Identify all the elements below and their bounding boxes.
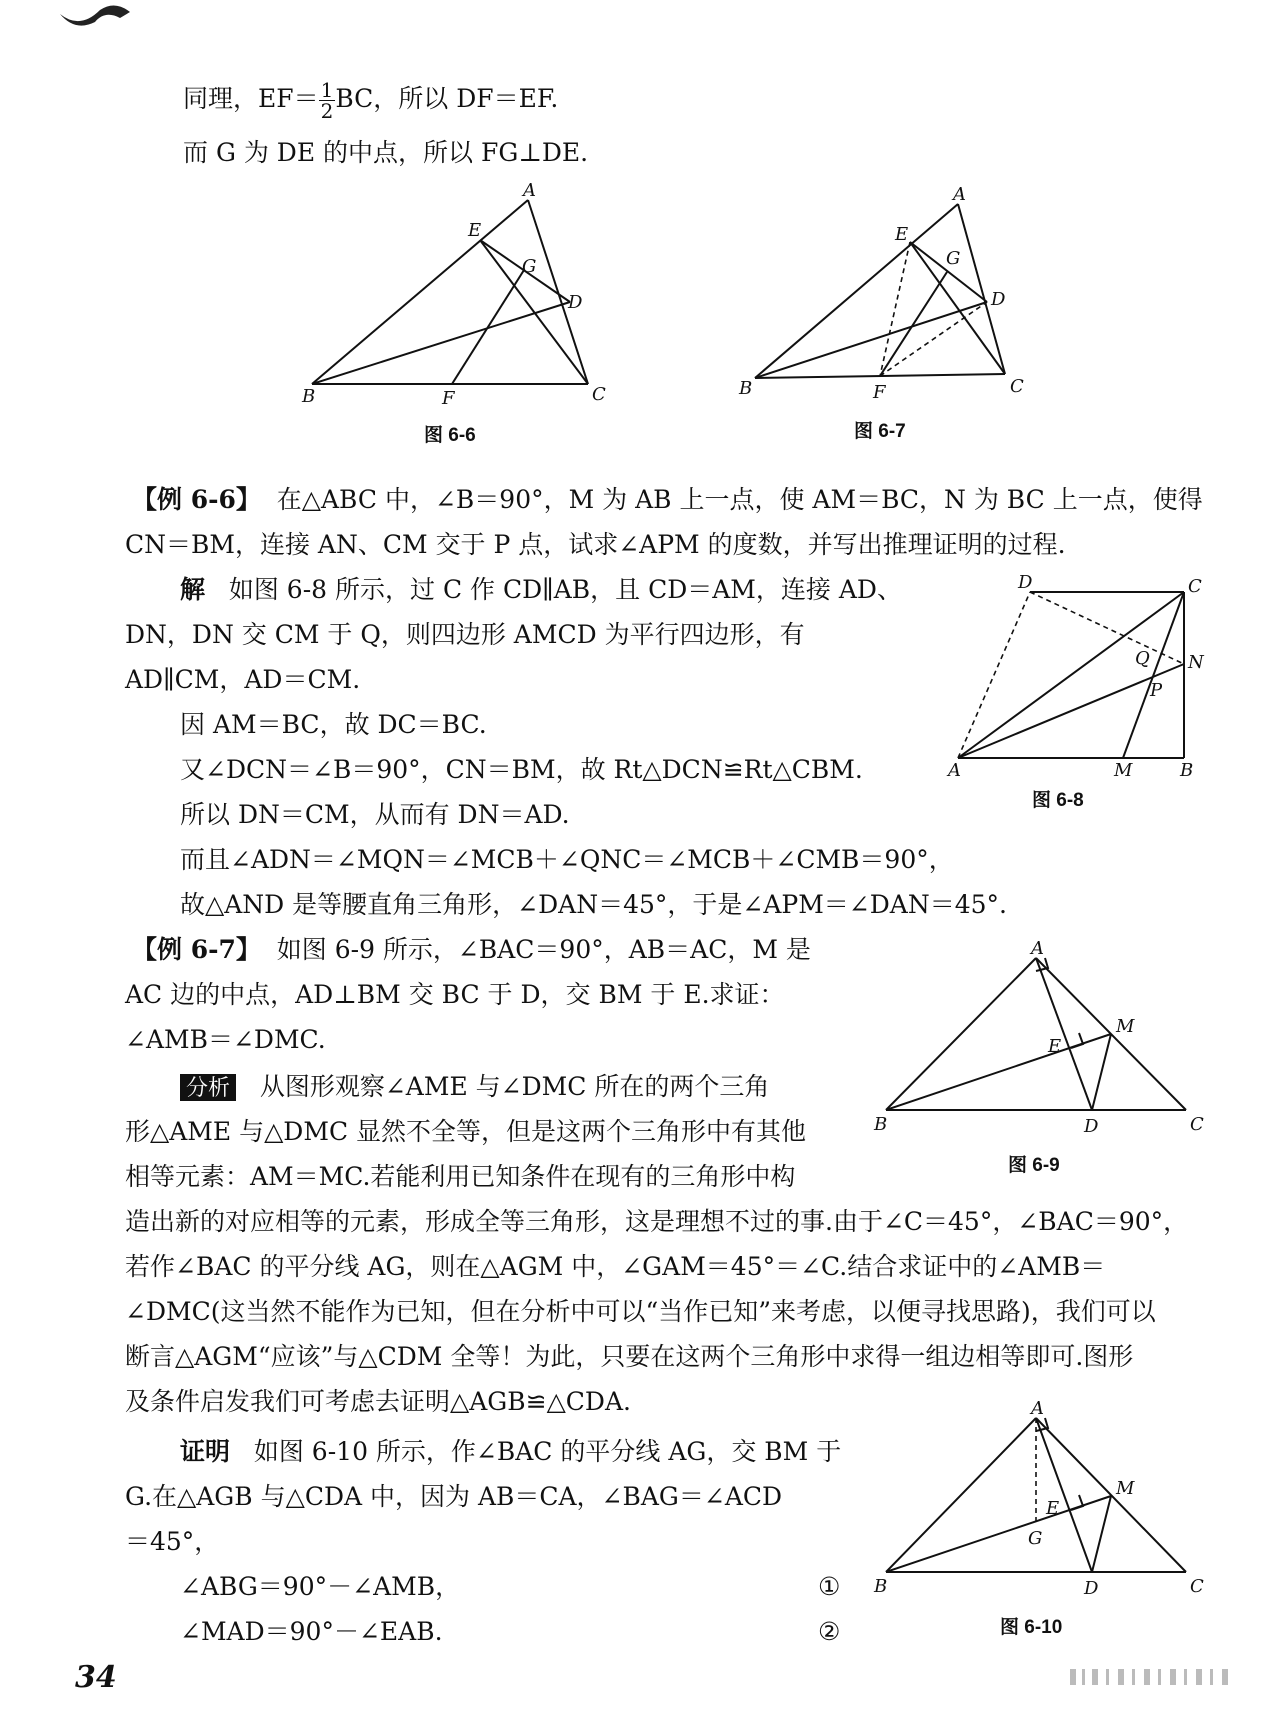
solution-line-4: 因 AM＝BC，故 DC＝BC. [180, 710, 487, 739]
label-M: M [1116, 1478, 1135, 1499]
analysis-line-7: 断言△AGM“应该”与△CDM 全等！为此，只要在这两个三角形中求得一组边相等即可.图形 [125, 1342, 1134, 1371]
figure-6-6 [300, 180, 620, 420]
label-A: A [948, 760, 961, 781]
label-D: D [1018, 572, 1033, 593]
example-6-7-line-1: 【例 6-7】 如图 6-9 所示，∠BAC＝90°，AB＝AC，M 是 [132, 935, 811, 964]
label-F: F [873, 382, 886, 403]
label-C: C [1190, 1576, 1204, 1597]
label-A: A [953, 184, 966, 205]
header-ornament-icon [60, 0, 150, 30]
proof-line-4: ∠ABG＝90°－∠AMB， [180, 1572, 461, 1601]
analysis-line-6: ∠DMC(这当然不能作为已知，但在分析中可以“当作已知”来考虑，以便寻找思路)，我们可以 [125, 1297, 1156, 1326]
solution-line-2: DN，DN 交 CM 于 Q，则四边形 AMCD 为平行四边形，有 [125, 620, 805, 649]
figure-6-10 [870, 1400, 1210, 1600]
label-D: D [1084, 1578, 1099, 1599]
text-line-2: 而 G 为 DE 的中点，所以 FG⊥DE. [183, 138, 589, 167]
label-E: E [1046, 1498, 1060, 1519]
caption-fig-6-9: 图 6-9 [1008, 1155, 1060, 1176]
label-M: M [1116, 1016, 1135, 1037]
caption-fig-6-7: 图 6-7 [854, 421, 906, 442]
label-G: G [522, 256, 537, 277]
proof-line-5: ∠MAD＝90°－∠EAB. [180, 1617, 443, 1646]
analysis-line-3: 相等元素：AM＝MC.若能利用已知条件在现有的三角形中构 [125, 1162, 796, 1191]
label-E: E [1048, 1036, 1062, 1057]
caption-fig-6-6: 图 6-6 [424, 425, 476, 446]
label-E: E [468, 220, 482, 241]
watermark-bars-icon [1070, 1665, 1250, 1689]
example-6-7-line-2: AC 边的中点，AD⊥BM 交 BC 于 D，交 BM 于 E.求证： [125, 980, 785, 1009]
analysis-line-8: 及条件启发我们可考虑去证明△AGB≌△CDA. [125, 1387, 631, 1416]
label-B: B [739, 378, 753, 399]
label-B: B [874, 1576, 888, 1597]
analysis-line-4: 造出新的对应相等的元素，形成全等三角形，这是理想不过的事.由于∠C＝45°，∠BAC＝90°， [125, 1207, 1189, 1236]
figure-6-8 [940, 572, 1210, 792]
text-line-1: 同理，EF＝ $\frac{1}{2}$ BC，所以 DF＝EF. [183, 78, 559, 123]
label-B: B [874, 1114, 888, 1135]
solution-line-1: 解 如图 6-8 所示，过 C 作 CD∥AB，且 CD＝AM，连接 AD、 [180, 575, 902, 604]
example-6-6-line-2: CN＝BM，连接 AN、CM 交于 P 点，试求∠APM 的度数，并写出推理证明的过程. [125, 530, 1066, 559]
figure-6-7 [735, 180, 1045, 410]
label-C: C [1010, 376, 1024, 397]
label-A: A [1031, 940, 1044, 959]
equation-number-2: ② [818, 1617, 841, 1646]
label-A: A [1031, 1400, 1044, 1419]
label-P: P [1150, 680, 1163, 701]
solution-line-5: 又∠DCN＝∠B＝90°，CN＝BM，故 Rt△DCN≌Rt△CBM. [180, 755, 863, 784]
analysis-line-2: 形△AME 与△DMC 显然不全等，但是这两个三角形中有其他 [125, 1117, 807, 1146]
solution-line-3: AD∥CM，AD＝CM. [125, 665, 361, 694]
label-B: B [302, 386, 316, 407]
equation-number-1: ① [818, 1572, 841, 1601]
solution-line-7: 而且∠ADN＝∠MQN＝∠MCB＋∠QNC＝∠MCB＋∠CMB＝90°， [180, 845, 954, 874]
label-M: M [1114, 760, 1133, 781]
label-E: E [895, 224, 909, 245]
caption-fig-6-10: 图 6-10 [1000, 1617, 1063, 1638]
label-F: F [442, 388, 455, 409]
label-N: N [1188, 652, 1204, 673]
figure-6-9 [870, 940, 1210, 1140]
label-C: C [1190, 1114, 1204, 1135]
solution-line-8: 故△AND 是等腰直角三角形，∠DAN＝45°，于是∠APM＝∠DAN＝45°. [180, 890, 1007, 919]
label-D: D [568, 292, 583, 313]
label-B: B [1180, 760, 1194, 781]
label-C: C [592, 384, 606, 405]
solution-line-6: 所以 DN＝CM，从而有 DN＝AD. [180, 800, 570, 829]
analysis-tag: 分析 [180, 1074, 236, 1101]
label-G: G [1028, 1528, 1043, 1549]
label-Q: Q [1135, 648, 1150, 669]
analysis-line-5: 若作∠BAC 的平分线 AG，则在△AGM 中，∠GAM＝45°＝∠C.结合求证中的∠AMB＝ [125, 1252, 1106, 1281]
label-A: A [523, 180, 536, 201]
label-D: D [1084, 1116, 1099, 1137]
page-number: 34 [75, 1660, 117, 1695]
proof-line-1: 证明 如图 6-10 所示，作∠BAC 的平分线 AG，交 BM 于 [180, 1437, 842, 1466]
caption-fig-6-8: 图 6-8 [1032, 790, 1084, 811]
proof-line-2: G.在△AGB 与△CDA 中，因为 AB＝CA，∠BAG＝∠ACD [125, 1482, 783, 1511]
label-C: C [1188, 576, 1202, 597]
example-6-6-line-1: 【例 6-6】 在△ABC 中，∠B＝90°，M 为 AB 上一点，使 AM＝BC，N 为 BC 上一点，使得 [132, 485, 1203, 514]
analysis-line-1: 分析 从图形观察∠AME 与∠DMC 所在的两个三角 [180, 1072, 769, 1102]
label-D: D [991, 289, 1006, 310]
proof-line-3: ＝45°， [125, 1527, 220, 1556]
label-G: G [946, 248, 961, 269]
example-6-7-line-3: ∠AMB＝∠DMC. [125, 1025, 326, 1054]
